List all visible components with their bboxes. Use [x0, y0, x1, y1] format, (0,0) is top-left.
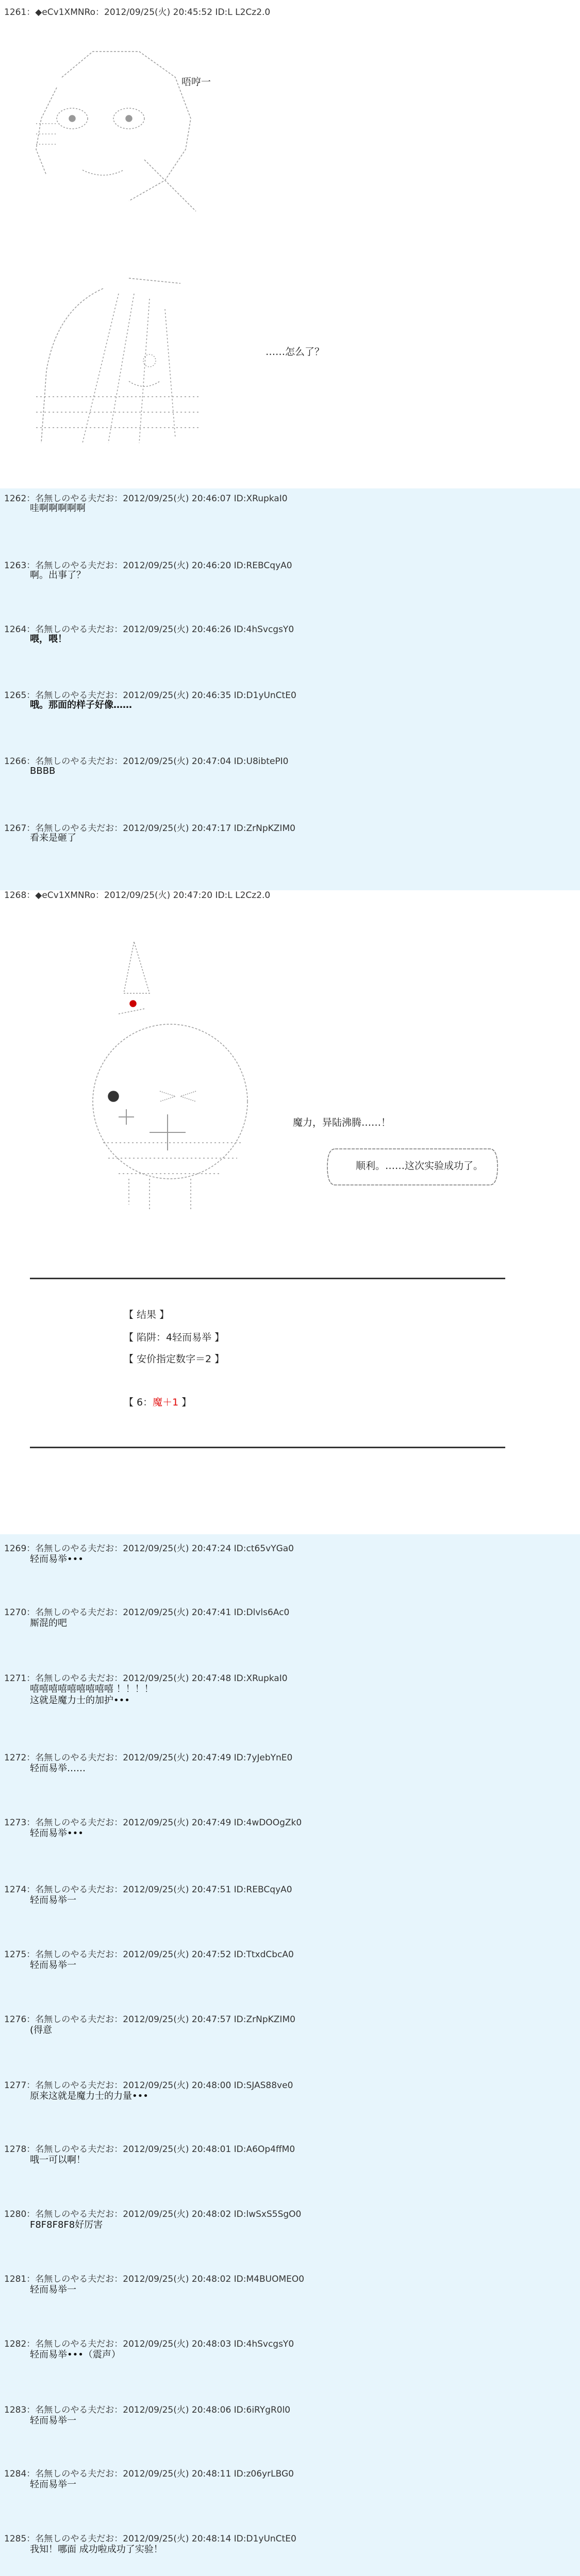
- post-text-2: 这就是魔力士的加护•••: [30, 1695, 130, 1706]
- post-header: 1271：名無しのやる夫だお：2012/09/25(火) 20:47:48 ID:XRupkaI0: [4, 1673, 288, 1684]
- post-text: 哇啊啊啊啊啊: [30, 503, 86, 514]
- result-effect-prefix: 【 6：: [124, 1397, 153, 1408]
- post-header: 1284：名無しのやる夫だお：2012/09/25(火) 20:48:11 ID:z06yrLBG0: [4, 2469, 294, 2479]
- post-header: 1281：名無しのやる夫だお：2012/09/25(火) 20:48:02 ID:M4BUOMEO0: [4, 2274, 305, 2284]
- reply-group-b: [0, 1534, 580, 2576]
- post-header: 1282：名無しのやる夫だお：2012/09/25(火) 20:48:03 ID:4hSvcgsY0: [4, 2339, 294, 2349]
- divider-bottom: [30, 1447, 505, 1448]
- post-text: 哦。那面的样子好像……: [30, 700, 132, 710]
- post-text: 轻而易举一: [30, 2415, 76, 2426]
- post-text: 厮混的吧: [30, 1618, 67, 1629]
- speech-bubble-text: 顺利。……这次实验成功了。: [356, 1160, 484, 1172]
- result-dice: 【 安价指定数字＝2 】: [124, 1353, 225, 1365]
- post-text: 轻而易举•••（震声）: [30, 2349, 121, 2360]
- post-header: 1280：名無しのやる夫だお：2012/09/25(火) 20:48:02 ID:lwSxS5SgO0: [4, 2209, 302, 2219]
- post-text: 原来这就是魔力士的力量•••: [30, 2091, 148, 2102]
- post-header: 1263：名無しのやる夫だお：2012/09/25(火) 20:46:20 ID:REBCqyA0: [4, 561, 292, 571]
- post-text: 轻而易举……: [30, 1763, 86, 1774]
- post-header: 1278：名無しのやる夫だお：2012/09/25(火) 20:48:01 ID:A6Op4ffM0: [4, 2144, 295, 2155]
- post-text: 哦一可以啊！: [30, 2155, 86, 2165]
- ascii-art-magic-creature: [88, 937, 304, 1225]
- post-text: 轻而易举一: [30, 2284, 76, 2295]
- post-text: 看来是砸了: [30, 833, 76, 843]
- result-title: 【 结果 】: [124, 1309, 170, 1320]
- post-text: 啊。出事了？: [30, 570, 86, 581]
- post-header: 1270：名無しのやる夫だお：2012/09/25(火) 20:47:41 ID:Dlvls6Ac0: [4, 1607, 290, 1618]
- post-text: F8F8F8F8好厉害: [30, 2219, 103, 2230]
- post-header: 1265：名無しのやる夫だお：2012/09/25(火) 20:46:35 ID:D1yUnCtE0: [4, 690, 296, 701]
- post-text: 轻而易举一: [30, 1895, 76, 1906]
- post-header: 1262：名無しのやる夫だお：2012/09/25(火) 20:46:07 ID:XRupkaI0: [4, 494, 288, 504]
- post-header: 1276：名無しのやる夫だお：2012/09/25(火) 20:47:57 ID:ZrNpKZIM0: [4, 2014, 295, 2025]
- op-post-1261: [0, 0, 580, 488]
- post-header: 1285：名無しのやる夫だお：2012/09/25(火) 20:48:14 ID:D1yUnCtE0: [4, 2534, 296, 2544]
- result-effect-suffix: 】: [178, 1397, 192, 1408]
- result-effect-value: 魔＋1: [153, 1397, 179, 1408]
- post-text: BBBB: [30, 766, 56, 776]
- post-header: 1266：名無しのやる夫だお：2012/09/25(火) 20:47:04 ID:U8ibtePI0: [4, 756, 289, 767]
- post-text: (得意: [30, 2025, 53, 2036]
- post-header: 1261：◆eCv1XMNRo：2012/09/25(火) 20:45:52 ID:L L2Cz2.0: [4, 7, 271, 18]
- post-header: 1283：名無しのやる夫だお：2012/09/25(火) 20:48:06 ID:6iRYgR0l0: [4, 2405, 291, 2415]
- divider-top: [30, 1278, 505, 1279]
- result-trap: 【 陷阱：4轻而易举 】: [124, 1332, 225, 1343]
- post-header: 1273：名無しのやる夫だお：2012/09/25(火) 20:47:49 ID:4wDOOgZk0: [4, 1818, 302, 1828]
- speech-label: ……怎么了？: [266, 346, 325, 358]
- post-text: 嘻嘻嘻嘻嘻嘻嘻嘻嘻 ！！！！: [30, 1684, 154, 1694]
- post-header: 1274：名無しのやる夫だお：2012/09/25(火) 20:47:51 ID:REBCqyA0: [4, 1885, 292, 1895]
- post-header: 1277：名無しのやる夫だお：2012/09/25(火) 20:48:00 ID:SJAS88ve0: [4, 2080, 293, 2091]
- post-text: 轻而易举•••: [30, 1828, 84, 1839]
- op-post-1268: [0, 890, 580, 1534]
- post-text: 轻而易举•••: [30, 1554, 84, 1565]
- post-text: 轻而易举一: [30, 2479, 76, 2490]
- post-header: 1267：名無しのやる夫だお：2012/09/25(火) 20:47:17 ID:ZrNpKZIM0: [4, 823, 295, 834]
- speech-label: 唔哼一: [181, 76, 211, 88]
- post-header: 1264：名無しのやる夫だお：2012/09/25(火) 20:46:26 ID:4hSvcgsY0: [4, 624, 294, 635]
- post-header: 1275：名無しのやる夫だお：2012/09/25(火) 20:47:52 ID:TtxdCbcA0: [4, 1950, 294, 1960]
- speech-label: 魔力，异陆沸腾……！: [293, 1117, 391, 1128]
- post-header: 1269：名無しのやる夫だお：2012/09/25(火) 20:47:24 ID:ct65vYGa0: [4, 1544, 294, 1554]
- post-header: 1268：◆eCv1XMNRo：2012/09/25(火) 20:47:20 ID:L L2Cz2.0: [4, 890, 271, 901]
- ascii-art-girl-looking: [26, 268, 211, 464]
- post-header: 1272：名無しのやる夫だお：2012/09/25(火) 20:47:49 ID:7yJebYnE0: [4, 1753, 293, 1763]
- reply-group-a: [0, 488, 580, 890]
- post-text: 我知！哪面 成功啦成功了实验！: [30, 2544, 163, 2555]
- post-text: 喂，喂！: [30, 634, 67, 645]
- result-effect: [124, 1396, 191, 1409]
- post-text: 轻而易举一: [30, 1960, 76, 1971]
